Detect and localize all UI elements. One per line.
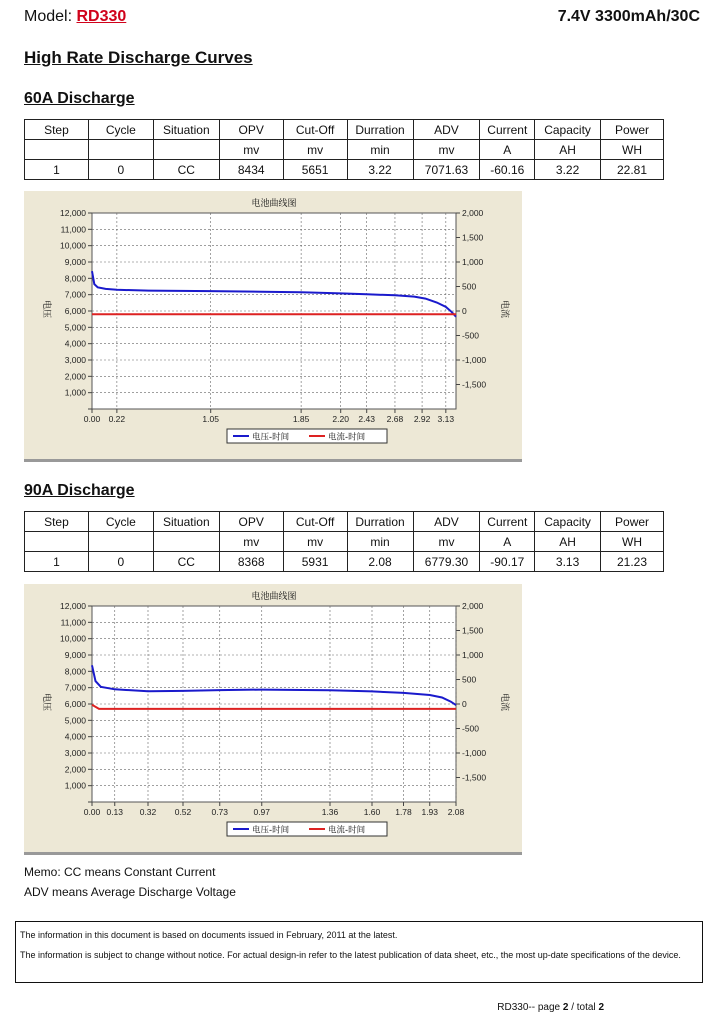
legend-label: 电压-时间: [252, 432, 290, 443]
discharge-table-90a: [24, 511, 664, 572]
unit-cell: [25, 532, 89, 552]
y2-tick-label: 2,000: [462, 208, 484, 218]
notice-line: The information is subject to change without notice. For actual design-in refer to the latest publication of data sheet, etc., the most up-date specifications of the device.: [20, 950, 681, 960]
y-tick-label: 11,000: [60, 224, 86, 235]
discharge-chart-60a: [24, 191, 522, 462]
x-tick-label: 1.85: [292, 414, 310, 424]
value-cell: 2.08: [347, 552, 413, 572]
header-cell: Situation: [153, 120, 219, 140]
value-cell: 7071.63: [413, 160, 480, 180]
legend-label: 电流-时间: [328, 825, 366, 836]
y2-tick-label: 1,500: [462, 625, 484, 636]
y-tick-label: 7,000: [64, 682, 86, 693]
y2-axis-label: 电流: [499, 299, 509, 319]
memo-line: ADV means Average Discharge Voltage: [24, 885, 236, 899]
x-tick-label: 2.92: [413, 414, 431, 424]
x-tick-label: 0.97: [253, 807, 271, 817]
unit-cell: mv: [219, 532, 283, 552]
table-row: [25, 160, 664, 180]
y-tick-label: 8,000: [64, 273, 86, 284]
table-header-row: [25, 120, 664, 140]
x-tick-label: 0.00: [83, 414, 101, 424]
y2-tick-label: 500: [462, 674, 477, 685]
value-cell: CC: [153, 160, 219, 180]
y2-tick-label: 0: [462, 306, 467, 316]
y-tick-label: 6,000: [64, 306, 86, 316]
value-cell: 3.13: [535, 552, 601, 572]
unit-cell: [88, 140, 153, 160]
legend-label: 电压-时间: [252, 825, 290, 836]
x-tick-label: 0.13: [106, 807, 124, 817]
y-tick-label: 3,000: [64, 748, 86, 758]
x-tick-label: 3.13: [437, 414, 455, 424]
value-cell: 1: [25, 160, 89, 180]
x-tick-label: 2.20: [332, 414, 349, 424]
header-cell: Capacity: [535, 512, 601, 532]
value-cell: 0: [88, 160, 153, 180]
header-cell: Current: [480, 120, 535, 140]
header-cell: Durration: [347, 120, 413, 140]
footer-middle: / total: [568, 1002, 599, 1013]
x-tick-label: 2.43: [358, 414, 375, 424]
footer-page: 2: [562, 1002, 569, 1013]
y2-tick-label: 500: [462, 281, 477, 292]
unit-cell: mv: [413, 532, 480, 552]
value-cell: 5651: [283, 160, 347, 180]
unit-cell: min: [347, 532, 413, 552]
chart-title: 电池曲线图: [251, 199, 297, 209]
chart-title: 电池曲线图: [251, 592, 297, 602]
unit-cell: WH: [601, 140, 664, 160]
discharge-chart-90a: [24, 584, 522, 855]
header-cell: OPV: [219, 512, 283, 532]
unit-cell: mv: [283, 532, 347, 552]
header-cell: Cycle: [88, 120, 153, 140]
x-tick-label: 1.05: [202, 414, 219, 424]
footer-prefix: RD330-- page: [497, 1002, 563, 1013]
y-tick-label: 12,000: [60, 208, 86, 218]
y2-tick-label: -1,500: [462, 772, 487, 783]
model-line: [24, 8, 126, 26]
y-tick-label: 9,000: [64, 257, 86, 267]
unit-cell: [153, 532, 219, 552]
unit-cell: A: [480, 532, 535, 552]
notice-line: The information in this document is based on documents issued in February, 2011 at the latest.: [20, 930, 398, 940]
y-axis-label: 电压: [41, 299, 51, 319]
header-cell: Cycle: [88, 512, 153, 532]
header-cell: Durration: [347, 512, 413, 532]
y2-tick-label: 1,000: [462, 257, 484, 267]
header-cell: Cut-Off: [283, 120, 347, 140]
unit-cell: [153, 140, 219, 160]
value-cell: 3.22: [535, 160, 601, 180]
y-tick-label: 1,000: [64, 387, 86, 398]
value-cell: 6779.30: [413, 552, 480, 572]
x-tick-label: 1.36: [321, 807, 339, 817]
table-row: [25, 552, 664, 572]
unit-cell: min: [347, 140, 413, 160]
value-cell: 8368: [219, 552, 283, 572]
y-tick-label: 9,000: [64, 650, 86, 660]
value-cell: 1: [25, 552, 89, 572]
notice-box: [15, 921, 703, 983]
value-cell: -90.17: [480, 552, 535, 572]
unit-cell: [88, 532, 153, 552]
y-tick-label: 11,000: [60, 617, 86, 628]
value-cell: 21.23: [601, 552, 664, 572]
y2-axis-label: 电流: [499, 692, 509, 712]
unit-cell: mv: [283, 140, 347, 160]
header-cell: OPV: [219, 120, 283, 140]
value-cell: -60.16: [480, 160, 535, 180]
section-heading-60a: 60A Discharge: [24, 90, 135, 107]
y-tick-label: 1,000: [64, 780, 86, 791]
x-tick-label: 1.78: [395, 807, 412, 817]
y2-tick-label: 0: [462, 699, 467, 709]
y-tick-label: 8,000: [64, 666, 86, 677]
battery-spec: 7.4V 3300mAh/30C: [557, 8, 700, 25]
unit-cell: mv: [413, 140, 480, 160]
y-tick-label: 2,000: [64, 764, 86, 775]
unit-cell: WH: [601, 532, 664, 552]
model-value: RD330: [76, 8, 127, 25]
y-tick-label: 3,000: [64, 355, 86, 365]
x-tick-label: 0.52: [174, 807, 192, 817]
value-cell: 8434: [219, 160, 283, 180]
unit-cell: AH: [535, 140, 601, 160]
section-heading-90a: 90A Discharge: [24, 482, 135, 499]
y-tick-label: 5,000: [64, 322, 86, 333]
y-tick-label: 12,000: [60, 601, 86, 611]
discharge-table-60a: [24, 119, 664, 180]
header-cell: Step: [25, 120, 89, 140]
header-cell: Current: [480, 512, 535, 532]
memo: [24, 862, 236, 902]
y2-tick-label: 2,000: [462, 601, 484, 611]
y2-tick-label: -1,000: [462, 748, 487, 758]
chart-svg: [24, 584, 522, 852]
value-cell: 0: [88, 552, 153, 572]
page-title: High Rate Discharge Curves: [24, 48, 253, 67]
y-tick-label: 4,000: [64, 731, 86, 742]
header-cell: Power: [601, 120, 664, 140]
unit-cell: mv: [219, 140, 283, 160]
y-tick-label: 2,000: [64, 371, 86, 382]
memo-line: Memo: CC means Constant Current: [24, 865, 216, 879]
x-tick-label: 0.32: [139, 807, 157, 817]
table-header-row: [25, 512, 664, 532]
header-cell: Situation: [153, 512, 219, 532]
y-axis-label: 电压: [41, 692, 51, 712]
value-cell: 22.81: [601, 160, 664, 180]
x-tick-label: 2.68: [386, 414, 404, 424]
x-tick-label: 0.00: [83, 807, 101, 817]
y2-tick-label: -500: [462, 723, 480, 734]
y-tick-label: 10,000: [60, 240, 86, 251]
x-tick-label: 0.22: [108, 414, 126, 424]
value-cell: 5931: [283, 552, 347, 572]
x-tick-label: 2.08: [447, 807, 465, 817]
unit-cell: [25, 140, 89, 160]
table-units-row: [25, 532, 664, 552]
page-footer: [497, 1002, 604, 1013]
header-cell: ADV: [413, 120, 480, 140]
y2-tick-label: -500: [462, 330, 480, 341]
y2-tick-label: 1,500: [462, 232, 484, 243]
header-cell: Cut-Off: [283, 512, 347, 532]
unit-cell: A: [480, 140, 535, 160]
unit-cell: AH: [535, 532, 601, 552]
legend-label: 电流-时间: [328, 432, 366, 443]
header-cell: Step: [25, 512, 89, 532]
model-label: Model:: [24, 8, 73, 25]
header-cell: Power: [601, 512, 664, 532]
y-tick-label: 7,000: [64, 289, 86, 300]
table-units-row: [25, 140, 664, 160]
header-cell: ADV: [413, 512, 480, 532]
y2-tick-label: -1,000: [462, 355, 487, 365]
y-tick-label: 6,000: [64, 699, 86, 709]
y-tick-label: 5,000: [64, 715, 86, 726]
y2-tick-label: 1,000: [462, 650, 484, 660]
value-cell: CC: [153, 552, 219, 572]
y-tick-label: 4,000: [64, 338, 86, 349]
y2-tick-label: -1,500: [462, 379, 487, 390]
y-tick-label: 10,000: [60, 633, 86, 644]
x-tick-label: 1.93: [421, 807, 439, 817]
footer-total: 2: [598, 1002, 604, 1013]
x-tick-label: 1.60: [363, 807, 381, 817]
x-tick-label: 0.73: [211, 807, 229, 817]
value-cell: 3.22: [347, 160, 413, 180]
chart-svg: [24, 191, 522, 459]
header-cell: Capacity: [535, 120, 601, 140]
